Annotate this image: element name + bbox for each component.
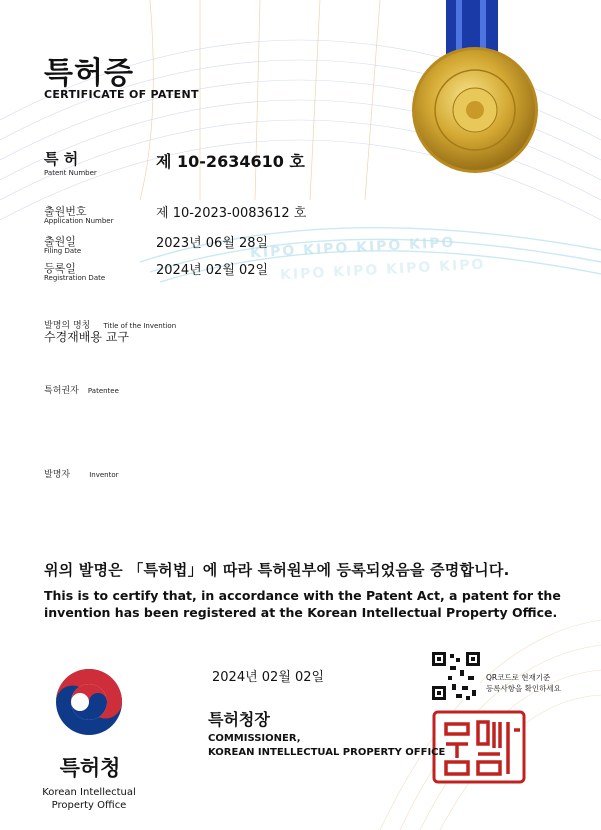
patent-number-label-en: Patent Number xyxy=(44,169,97,177)
kipo-name-ko: 특허청 xyxy=(59,756,121,780)
kipo-name-en xyxy=(30,786,148,812)
gold-seal-icon xyxy=(412,47,538,173)
commissioner-title-en xyxy=(208,732,445,760)
application-number-label-en: Application Number xyxy=(44,217,114,225)
patent-number-label-ko: 특 허 xyxy=(44,150,79,168)
application-number-value: 제 10-2023-0083612 호 xyxy=(156,206,307,221)
official-stamp-icon xyxy=(434,712,524,782)
invention-label-en: Title of the Invention xyxy=(103,322,177,330)
filing-date-label-ko: 출원일 xyxy=(44,235,76,248)
commissioner-title-en-line1: COMMISSIONER, xyxy=(208,733,301,744)
qr-note-line1: QR코드로 현재기준 xyxy=(486,673,551,682)
registration-date-value: 2024년 02월 02일 xyxy=(156,263,269,278)
inventor-label-ko: 발명자 xyxy=(44,470,71,480)
inventor-label-en: Inventor xyxy=(89,471,119,479)
kipo-name-en-line1: Korean Intellectual xyxy=(42,787,136,798)
commissioner-title-en-line2: KOREAN INTELLECTUAL PROPERTY OFFICE xyxy=(208,747,446,758)
certification-statement-en-line2: invention has been registered at the Korean Intellectual Property Office. xyxy=(44,605,558,620)
qr-note-line2: 등록사항을 확인하세요 xyxy=(486,684,561,693)
invention-title-value: 수경재배용 교구 xyxy=(44,330,129,344)
certification-statement-en xyxy=(44,587,564,621)
certification-statement-en-line1: This is to certify that, in accordance with the Patent Act, a patent for the xyxy=(44,588,561,603)
patent-number-value: 제 10-2634610 호 xyxy=(156,152,305,171)
invention-label-ko: 발명의 명칭 xyxy=(44,321,91,331)
filing-date-label-en: Filing Date xyxy=(44,247,82,255)
issue-date: 2024년 02월 02일 xyxy=(212,670,325,685)
commissioner-title-ko: 특허청장 xyxy=(208,710,270,729)
inventor-label xyxy=(44,462,118,481)
certificate-subtitle: CERTIFICATE OF PATENT xyxy=(44,88,199,101)
certification-statement-ko: 위의 발명은 「특허법」에 따라 특허원부에 등록되었음을 증명합니다. xyxy=(44,561,510,579)
filing-date-value: 2023년 06월 28일 xyxy=(156,236,269,251)
qr-note xyxy=(486,672,561,694)
certificate-title: 특허증 xyxy=(44,56,134,91)
watermark: KIPO KIPO KIPO KIPO xyxy=(249,234,456,262)
kipo-name-en-line2: Property Office xyxy=(51,800,127,811)
patentee-label xyxy=(44,378,119,397)
kipo-logo-icon xyxy=(56,669,122,735)
qr-code-icon xyxy=(432,652,480,700)
registration-date-label-en: Registration Date xyxy=(44,274,106,282)
patentee-label-ko: 특허권자 xyxy=(44,386,79,396)
patentee-label-en: Patentee xyxy=(87,387,119,395)
registration-date-label-ko: 등록일 xyxy=(44,262,76,275)
watermark: KIPO KIPO KIPO KIPO xyxy=(279,256,486,284)
application-number-label-ko: 출원번호 xyxy=(44,205,87,218)
